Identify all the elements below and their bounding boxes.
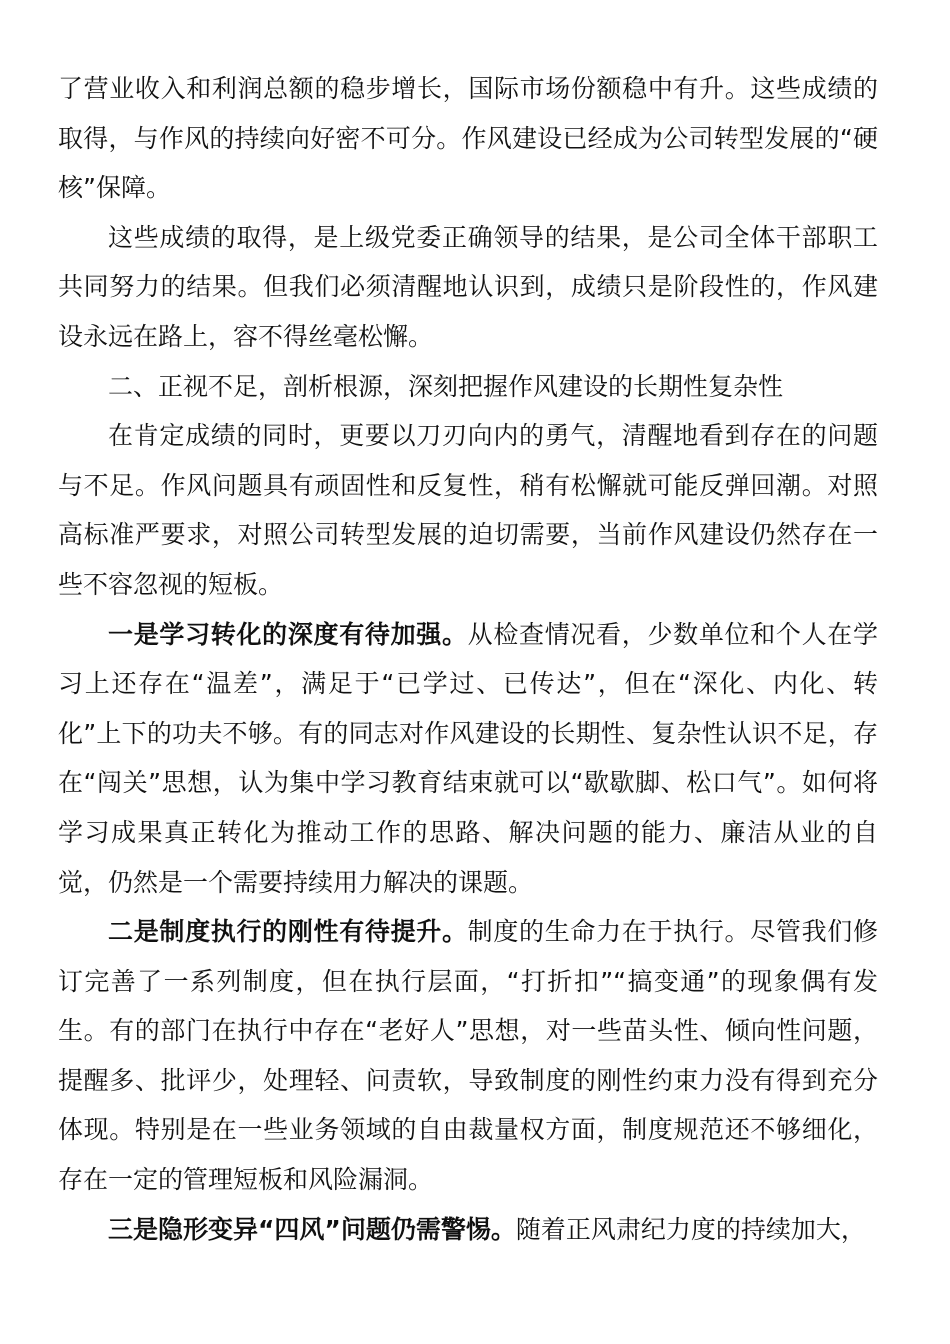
section-heading-2	[58, 362, 878, 412]
paragraph-1-text: 了营业收入和利润总额的稳步增长，国际市场份额稳中有升。这些成绩的取得，与作风的持续向好密不可分。作风建设已经成为公司转型发展的“硬核”保障。	[58, 74, 878, 203]
paragraph-point-2	[58, 907, 878, 1205]
paragraph-3	[58, 411, 878, 609]
document-page	[58, 64, 878, 1254]
paragraph-point-3	[58, 1205, 878, 1255]
point-3-text: 随着正风肃纪力度的持续加大，	[515, 1214, 866, 1244]
point-1-lead: 一是学习转化的深度有待加强。	[108, 619, 468, 649]
paragraph-3-text: 在肯定成绩的同时，更要以刀刃向内的勇气，清醒地看到存在的问题与不足。作风问题具有顽固性和反复性，稍有松懈就可能反弹回潮。对照高标准严要求，对照公司转型发展的迫切需要，当前作风建设仍然存在一些不容忽视的短板。	[58, 421, 878, 599]
paragraph-point-1	[58, 610, 878, 908]
paragraph-1	[58, 64, 878, 213]
paragraph-2	[58, 213, 878, 362]
section-heading-2-text: 二、正视不足，剖析根源，深刻把握作风建设的长期性复杂性	[108, 371, 784, 401]
point-1-text: 从检查情况看，少数单位和个人在学习上还存在“温差”，满足于“已学过、已传达”，但在“深化、内化、转化”上下的功夫不够。有的同志对作风建设的长期性、复杂性认识不足，存在“闯关”思想，认为集中学习教育结束就可以“歇歇脚、松口气”。如何将学习成果真正转化为推动工作的思路、解决问题的能力、廉洁从业的自觉，仍然是一个需要持续用力解决的课题。	[58, 619, 878, 897]
point-3-lead: 三是隐形变异“四风”问题仍需警惕。	[108, 1214, 516, 1244]
paragraph-2-text: 这些成绩的取得，是上级党委正确领导的结果，是公司全体干部职工共同努力的结果。但我们必须清醒地认识到，成绩只是阶段性的，作风建设永远在路上，容不得丝毫松懈。	[58, 222, 878, 351]
point-2-lead: 二是制度执行的刚性有待提升。	[108, 917, 468, 947]
point-2-text: 制度的生命力在于执行。尽管我们修订完善了一系列制度，但在执行层面，“打折扣”“搞变通”的现象偶有发生。有的部门在执行中存在“老好人”思想，对一些苗头性、倾向性问题，提醒多、批评少，处理轻、问责软，导致制度的刚性约束力没有得到充分体现。特别是在一些业务领域的自由裁量权方面，制度规范还不够细化，存在一定的管理短板和风险漏洞。	[58, 917, 878, 1195]
